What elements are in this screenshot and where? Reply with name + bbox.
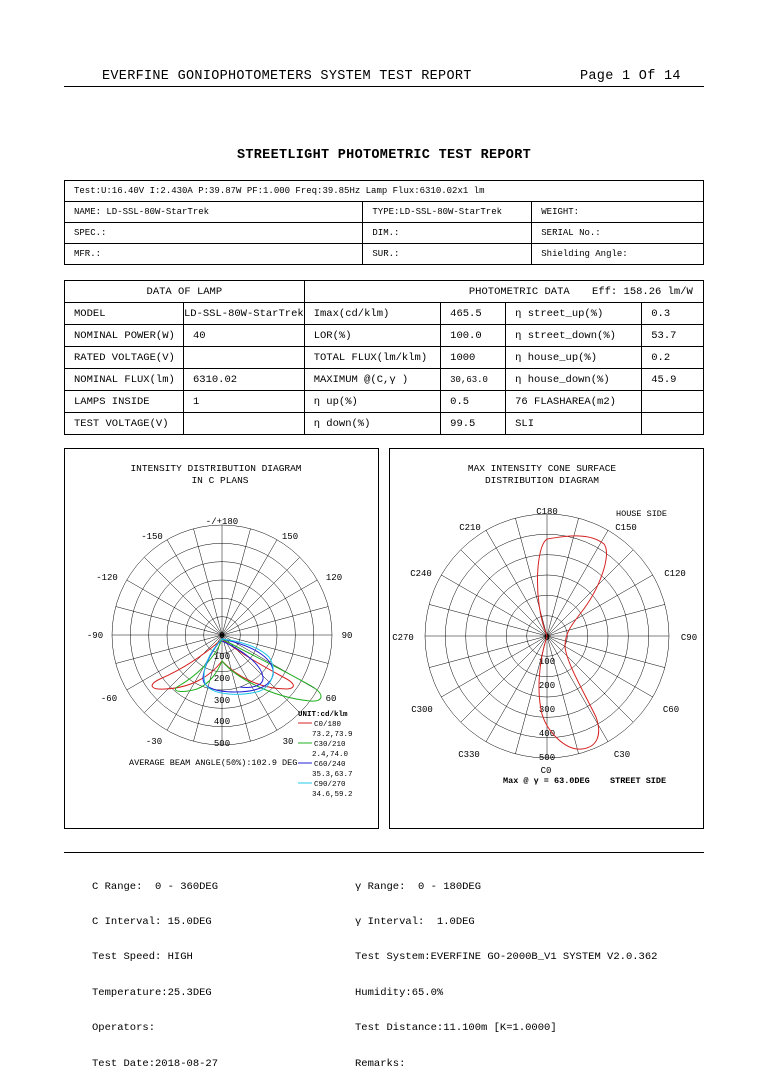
angle-label: -90: [86, 631, 104, 641]
table-cell: 1: [183, 391, 304, 413]
table-cell: 0.3: [642, 303, 704, 325]
photometric-data-label: PHOTOMETRIC DATA: [468, 285, 570, 298]
grid-spoke: [144, 557, 222, 635]
table-row: [65, 391, 704, 413]
mfr-cell: MFR.:: [65, 244, 363, 265]
c-interval: C Interval: 15.0DEG: [92, 915, 212, 928]
grid-spoke: [222, 557, 300, 635]
grid-spoke: [429, 604, 547, 636]
ring-label: 300: [213, 696, 231, 706]
table-cell: 53.7: [642, 325, 704, 347]
test-date: Test Date:2018-08-27: [92, 1057, 219, 1070]
grid-spoke: [167, 540, 222, 635]
angle-label: -120: [96, 573, 118, 583]
legend-value: 2.4,74.0: [312, 751, 349, 759]
grid-spoke: [222, 580, 317, 635]
grid-spoke: [547, 636, 608, 742]
diagram2-title-line1: MAX INTENSITY CONE SURFACE: [467, 463, 617, 474]
cone-surface-panel: [389, 448, 704, 829]
ring-label: 200: [538, 681, 556, 691]
grid-spoke: [441, 636, 547, 697]
legend-name: C0/180: [314, 721, 342, 729]
grid-spoke: [547, 604, 665, 636]
grid-spoke: [547, 636, 665, 668]
angle-label: -/+180: [205, 517, 239, 527]
intensity-distribution-panel: [64, 448, 379, 829]
table-row: [65, 369, 704, 391]
test-system: Test System:EVERFINE GO-2000B_V1 SYSTEM V2.0.362: [355, 951, 658, 964]
grid-spoke: [441, 575, 547, 636]
grid-spoke: [547, 636, 653, 697]
table-cell: LAMPS INSIDE: [65, 391, 184, 413]
table-row: [65, 325, 704, 347]
table-cell: LOR(%): [304, 325, 440, 347]
max-gamma-label: Max @ γ = 63.0DEG: [503, 776, 590, 786]
ring-label: 400: [213, 717, 231, 727]
ring-label: 200: [213, 674, 231, 684]
operators: Operators:: [92, 1022, 156, 1035]
page-indicator: Page 1 Of 14: [580, 69, 681, 84]
model-value: LD-SSL-80W-StarTrek: [183, 307, 304, 320]
legend-value: 34.6,59.2: [312, 791, 353, 799]
angle-label: -30: [145, 737, 163, 747]
table-cell: [183, 303, 304, 325]
grid-spoke: [429, 636, 547, 668]
c-label: C60: [662, 705, 680, 715]
table-cell: [642, 413, 704, 435]
data-of-lamp-heading: DATA OF LAMP: [65, 281, 305, 303]
table-cell: 76 FLASHAREA(m2): [506, 391, 642, 413]
table-row: [65, 303, 704, 325]
table-cell: η down(%): [304, 413, 440, 435]
unit-label: UNIT:cd/klm: [298, 711, 348, 719]
intensity-curves: [152, 639, 321, 701]
table-cell: 465.5: [441, 303, 506, 325]
angle-label: 120: [325, 573, 343, 583]
ring-label: 0: [219, 631, 225, 641]
table-cell: 45.9: [642, 369, 704, 391]
shielding-cell: Shielding Angle:: [532, 244, 704, 265]
angle-label: 30: [282, 737, 294, 747]
table-cell: TEST VOLTAGE(V): [65, 413, 184, 435]
table-cell: SLI: [506, 413, 642, 435]
c-label: C120: [664, 569, 686, 579]
legend-value: 73.2,73.9: [312, 731, 353, 739]
gamma-interval: γ Interval: 1.0DEG: [355, 915, 475, 928]
c-label: C210: [459, 523, 481, 533]
ring-label: 0: [544, 633, 550, 643]
photometric-table: [64, 280, 704, 435]
legend: [298, 721, 353, 799]
test-settings-left: [92, 858, 218, 1082]
sur-cell: SUR.:: [363, 244, 532, 265]
grid-spoke: [515, 518, 547, 636]
ring-label: 400: [538, 729, 556, 739]
ring-label: 100: [538, 657, 556, 667]
grid-spoke: [461, 550, 547, 636]
table-cell: η street_up(%): [506, 303, 642, 325]
grid-spoke: [222, 540, 277, 635]
angle-label: 60: [325, 694, 337, 704]
house-side-label: HOUSE SIDE: [616, 509, 668, 519]
remarks: Remarks:: [355, 1057, 406, 1070]
grid-spoke: [486, 636, 547, 742]
table-cell: 30,63.0: [441, 369, 506, 391]
table-row: [65, 347, 704, 369]
test-speed: Test Speed: HIGH: [92, 951, 193, 964]
humidity: Humidity:65.0%: [355, 986, 444, 999]
angle-label: 150: [281, 532, 299, 542]
dim-cell: DIM.:: [363, 223, 532, 244]
table-cell: Imax(cd/klm): [304, 303, 440, 325]
table-cell: 0.5: [441, 391, 506, 413]
ring-label: 500: [538, 753, 556, 763]
grid-spoke: [127, 580, 222, 635]
type-cell: TYPE:LD-SSL-80W-StarTrek: [363, 202, 532, 223]
c-label: C150: [615, 523, 637, 533]
curve-c30-210: [175, 639, 321, 701]
table-cell: MAXIMUM @(C,γ ): [304, 369, 440, 391]
test-settings-right: [355, 858, 657, 1082]
legend-name: C90/270: [314, 781, 346, 789]
test-conditions: Test:U:16.40V I:2.430A P:39.87W PF:1.000 Freq:39.85Hz Lamp Flux:6310.02x1 lm: [65, 181, 704, 202]
table-cell: [183, 347, 304, 369]
efficacy-value: Eff: 158.26 lm/W: [592, 285, 693, 298]
ring-label: 100: [213, 652, 231, 662]
c-range: C Range: 0 - 360DEG: [92, 880, 219, 893]
table-cell: 99.5: [441, 413, 506, 435]
table-cell: 0.2: [642, 347, 704, 369]
beam-angle-label: AVERAGE BEAM ANGLE(50%):102.9 DEG: [129, 758, 298, 768]
legend-value: 35.3,63.7: [312, 771, 353, 779]
header-divider: [64, 86, 704, 87]
angle-label: -150: [141, 532, 163, 542]
table-cell: 40: [183, 325, 304, 347]
gamma-range: γ Range: 0 - 180DEG: [355, 880, 482, 893]
intensity-polar-diagram: [65, 449, 378, 828]
table-cell: η up(%): [304, 391, 440, 413]
table-cell: 100.0: [441, 325, 506, 347]
table-row: [65, 413, 704, 435]
table-cell: MODEL: [65, 303, 184, 325]
name-cell: NAME: LD-SSL-80W-StarTrek: [65, 202, 363, 223]
street-side-label: STREET SIDE: [610, 776, 667, 786]
table-cell: η house_up(%): [506, 347, 642, 369]
table-cell: [642, 391, 704, 413]
photometric-heading: [304, 281, 703, 303]
table-cell: 6310.02: [183, 369, 304, 391]
legend-name: C60/240: [314, 761, 346, 769]
c-label: C0: [540, 766, 552, 776]
table-cell: TOTAL FLUX(lm/klm): [304, 347, 440, 369]
table-cell: η house_down(%): [506, 369, 642, 391]
table-cell: NOMINAL FLUX(lm): [65, 369, 184, 391]
table-cell: [183, 413, 304, 435]
c-label: C30: [613, 750, 631, 760]
report-title: STREETLIGHT PHOTOMETRIC TEST REPORT: [236, 148, 532, 163]
c-label: C90: [680, 633, 698, 643]
c-label: C180: [536, 507, 558, 517]
report-header-title: EVERFINE GONIOPHOTOMETERS SYSTEM TEST REPORT: [102, 69, 472, 84]
diagram2-title-line2: DISTRIBUTION DIAGRAM: [484, 475, 600, 486]
table-cell: η street_down(%): [506, 325, 642, 347]
serial-cell: SERIAL No.:: [532, 223, 704, 244]
weight-cell: WEIGHT:: [532, 202, 704, 223]
table-cell: RATED VOLTAGE(V): [65, 347, 184, 369]
spec-cell: SPEC.:: [65, 223, 363, 244]
test-distance: Test Distance:11.100m [K=1.0000]: [355, 1022, 557, 1035]
c-label: C240: [410, 569, 432, 579]
table-cell: NOMINAL POWER(W): [65, 325, 184, 347]
diagram1-title-line1: INTENSITY DISTRIBUTION DIAGRAM: [130, 463, 302, 474]
grid-spoke: [547, 550, 633, 636]
angle-label: 90: [341, 631, 353, 641]
info-table: [64, 180, 704, 265]
temperature: Temperature:25.3DEG: [92, 986, 212, 999]
cone-polar-diagram: [390, 449, 703, 828]
grid-spoke: [547, 636, 633, 722]
ring-label: 300: [538, 705, 556, 715]
c-label: C270: [392, 633, 414, 643]
footer-divider: [64, 852, 704, 853]
ring-label: 500: [213, 739, 231, 749]
table-cell: 1000: [441, 347, 506, 369]
c-label: C300: [411, 705, 433, 715]
grid-spoke: [144, 635, 222, 713]
angle-label: -60: [100, 694, 118, 704]
grid-spoke: [547, 575, 653, 636]
diagram1-title-line2: IN C PLANS: [191, 475, 249, 486]
legend-name: C30/210: [314, 741, 346, 749]
grid-spoke: [461, 636, 547, 722]
c-label: C330: [458, 750, 480, 760]
